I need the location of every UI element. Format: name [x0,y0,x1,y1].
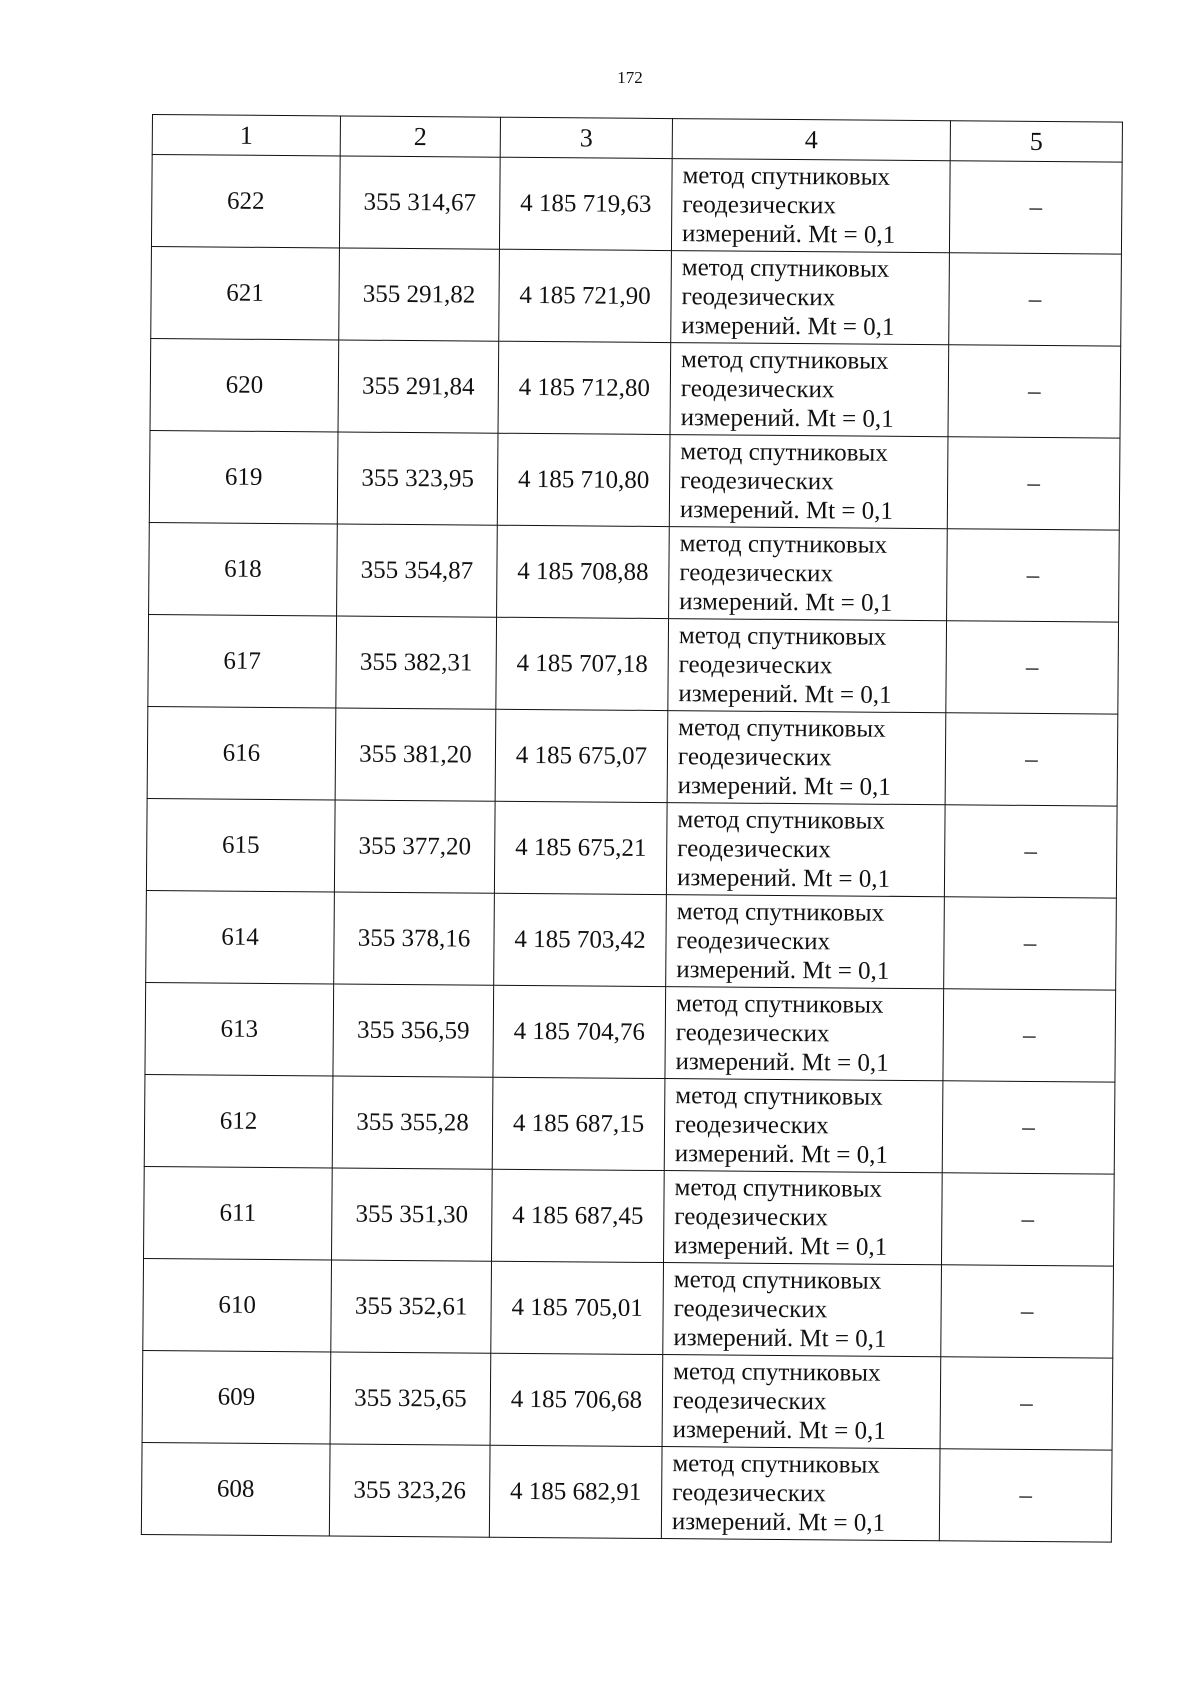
method-cell: метод спутниковых геодезических измерений. Mt = 0,1 [671,159,950,253]
table-row [149,430,1120,530]
note-cell: – [941,1173,1114,1266]
y-coordinate-cell: 4 185 675,07 [495,709,668,802]
y-coordinate-cell: 4 185 712,80 [498,341,671,434]
point-number-cell: 617 [148,614,337,707]
note-cell: – [944,805,1117,898]
note-cell: – [948,345,1121,438]
y-coordinate-cell: 4 185 687,45 [492,1169,665,1262]
y-coordinate-cell: 4 185 705,01 [491,1261,664,1354]
table-row [146,890,1117,990]
y-coordinate-cell: 4 185 721,90 [499,249,672,342]
method-cell: метод спутниковых геодезических измерений. Mt = 0,1 [666,895,945,989]
point-number-cell: 616 [147,706,336,799]
y-coordinate-cell: 4 185 703,42 [494,893,667,986]
method-cell: метод спутниковых геодезических измерений. Mt = 0,1 [663,1171,942,1265]
method-cell: метод спутниковых геодезических измерений. Mt = 0,1 [665,987,944,1081]
table-row [151,246,1122,346]
y-coordinate-cell: 4 185 707,18 [496,617,669,710]
column-header-3: 3 [500,117,672,158]
point-number-cell: 618 [149,522,338,615]
table-row [143,1258,1114,1358]
x-coordinate-cell: 355 354,87 [337,524,498,617]
table-row [146,798,1117,898]
table-row [142,1350,1113,1450]
note-cell: – [942,1081,1115,1174]
y-coordinate-cell: 4 185 719,63 [499,157,672,250]
point-number-cell: 610 [143,1258,332,1351]
table-row [148,614,1119,714]
method-cell: метод спутниковых геодезических измерений. Mt = 0,1 [666,803,945,897]
x-coordinate-cell: 355 352,61 [331,1260,492,1353]
method-cell: метод спутниковых геодезических измерений. Mt = 0,1 [663,1263,942,1357]
column-header-5: 5 [950,121,1122,162]
point-number-cell: 613 [145,982,334,1075]
method-cell: метод спутниковых геодезических измерений. Mt = 0,1 [662,1355,941,1449]
note-cell: – [949,161,1122,254]
table-row [141,1442,1112,1542]
method-cell: метод спутниковых геодезических измерений. Mt = 0,1 [671,251,950,345]
x-coordinate-cell: 355 382,31 [336,616,497,709]
note-cell: – [949,253,1122,346]
note-cell: – [944,897,1117,990]
note-cell: – [943,989,1116,1082]
x-coordinate-cell: 355 291,84 [338,340,499,433]
table-row [151,155,1122,255]
x-coordinate-cell: 355 377,20 [334,800,495,893]
x-coordinate-cell: 355 356,59 [333,984,494,1077]
x-coordinate-cell: 355 323,95 [337,432,498,525]
method-cell: метод спутниковых геодезических измерений. Mt = 0,1 [668,619,947,713]
point-number-cell: 615 [146,798,335,891]
y-coordinate-cell: 4 185 675,21 [494,801,667,894]
x-coordinate-cell: 355 355,28 [332,1076,493,1169]
note-cell: – [947,529,1120,622]
method-cell: метод спутниковых геодезических измерений. Mt = 0,1 [667,711,946,805]
table-row [149,522,1120,622]
point-number-cell: 619 [149,430,338,523]
y-coordinate-cell: 4 185 704,76 [493,985,666,1078]
table-row [147,706,1118,806]
note-cell: – [945,713,1118,806]
x-coordinate-cell: 355 378,16 [334,892,495,985]
table-row [144,1166,1115,1266]
column-header-2: 2 [340,116,500,157]
point-number-cell: 620 [150,338,339,431]
x-coordinate-cell: 355 325,65 [330,1352,491,1445]
y-coordinate-cell: 4 185 706,68 [490,1353,663,1446]
x-coordinate-cell: 355 323,26 [329,1444,490,1537]
note-cell: – [941,1265,1114,1358]
page-number: 172 [617,68,643,87]
point-number-cell: 614 [146,890,335,983]
point-number-cell: 609 [142,1350,331,1443]
table-row [150,338,1121,438]
point-number-cell: 611 [144,1166,333,1259]
table-row [145,982,1116,1082]
note-cell: – [946,621,1119,714]
table-row [144,1074,1115,1174]
x-coordinate-cell: 355 381,20 [335,708,496,801]
y-coordinate-cell: 4 185 710,80 [497,433,670,526]
method-cell: метод спутниковых геодезических измерений. Mt = 0,1 [664,1079,943,1173]
x-coordinate-cell: 355 291,82 [339,248,500,341]
x-coordinate-cell: 355 314,67 [339,156,500,249]
method-cell: метод спутниковых геодезических измерений. Mt = 0,1 [670,343,949,437]
note-cell: – [939,1449,1112,1542]
method-cell: метод спутниковых геодезических измерений. Mt = 0,1 [669,527,948,621]
coordinates-table [141,114,1123,1543]
column-header-4: 4 [672,119,950,161]
column-header-1: 1 [152,115,340,156]
point-number-cell: 612 [144,1074,333,1167]
method-cell: метод спутниковых геодезических измерений. Mt = 0,1 [661,1447,940,1541]
point-number-cell: 608 [141,1442,330,1535]
table-body [141,155,1122,1543]
point-number-cell: 622 [151,155,340,248]
note-cell: – [947,437,1120,530]
point-number-cell: 621 [151,246,340,339]
y-coordinate-cell: 4 185 687,15 [492,1077,665,1170]
note-cell: – [940,1357,1113,1450]
x-coordinate-cell: 355 351,30 [332,1168,493,1261]
method-cell: метод спутниковых геодезических измерений. Mt = 0,1 [669,435,948,529]
y-coordinate-cell: 4 185 682,91 [489,1445,662,1538]
y-coordinate-cell: 4 185 708,88 [497,525,670,618]
